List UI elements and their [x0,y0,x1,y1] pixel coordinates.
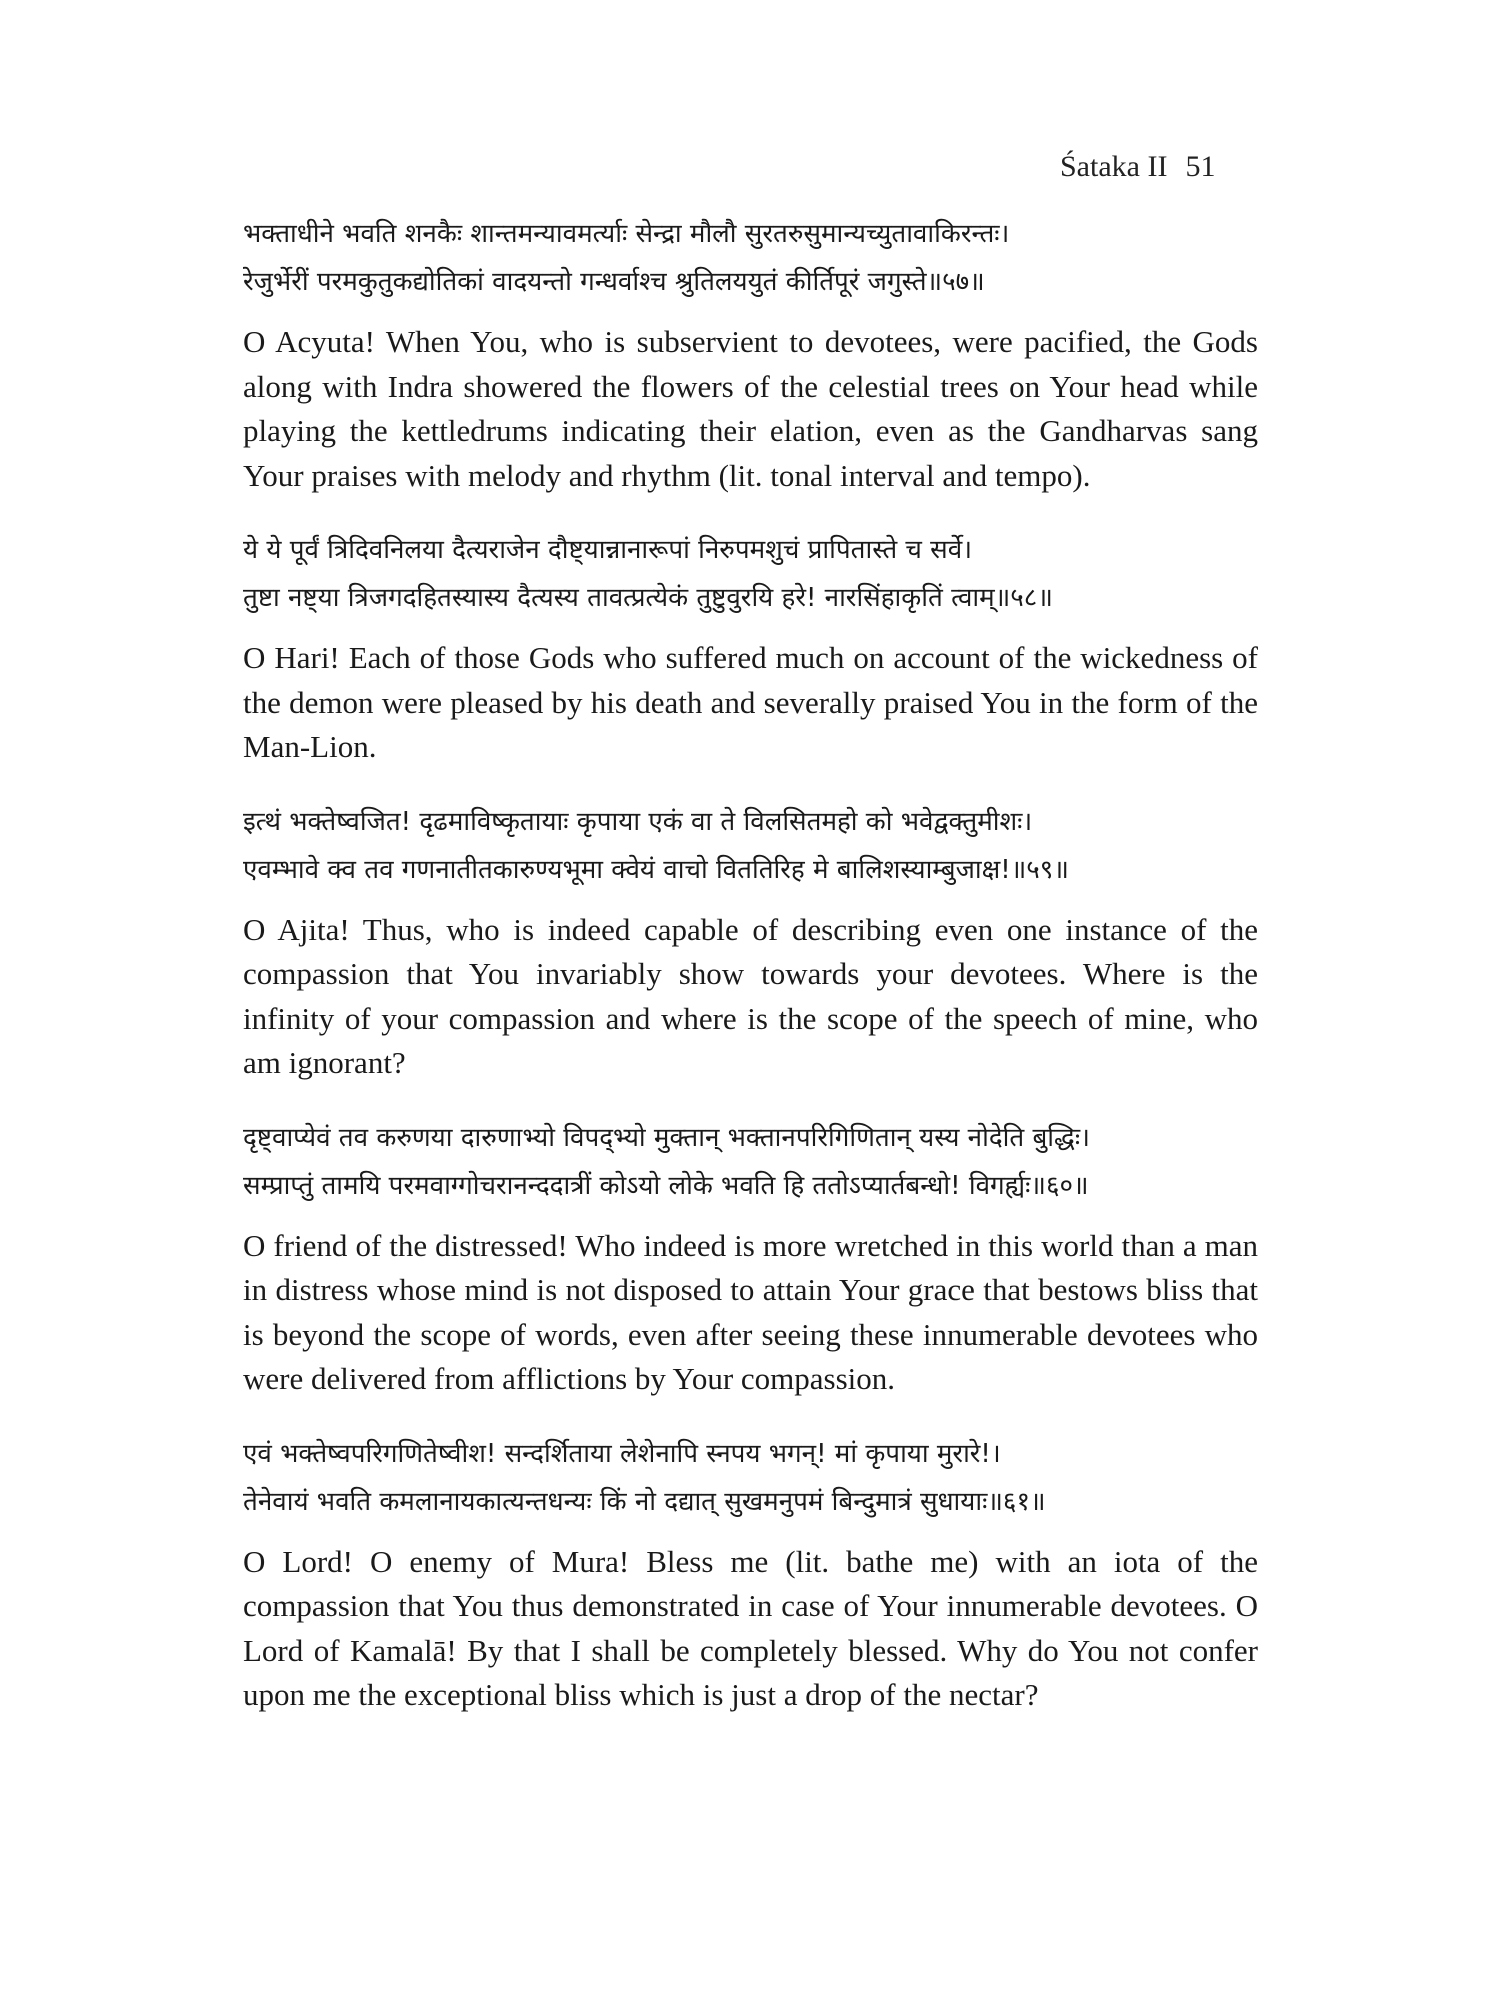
sanskrit-verse [243,798,1258,894]
verse-line: रेजुर्भेरीं परमकुतुकद्योतिकां वादयन्तो गन्धर्वाश्च श्रुतिलययुतं कीर्तिपूरं जगुस्ते॥५७॥ [243,267,985,297]
verse-line: दृष्ट्वाप्येवं तव करुणया दारुणाभ्यो विपद्भ्यो मुक्तान् भक्तानपरिगिणितान् यस्य नोदेति बुद्धिः। [243,1122,1090,1153]
verse-line: सम्प्राप्तुं तामयि परमवाग्गोचरानन्ददात्रीं कोऽयो लोके भवति हि ततोऽप्यार्तबन्धो! विगर्ह्यः॥६०॥ [243,1170,1089,1201]
page-content [243,210,1258,1746]
running-header [1060,150,1260,184]
verse-line: ये ये पूर्वं त्रिदिवनिलया दैत्यराजेन दौष्ट्यान्नानारूपां निरुपमशुचं प्रापितास्ते च सर्वे। [243,535,973,565]
translation-paragraph: O Ajita! Thus, who is indeed capable of describing even one instance of the compassion that You invariably show towards your devotees. Where is the infinity of your compassion and where is the scope of the speech of mine, who am ignorant? [243,911,1258,1080]
running-title: Śataka II [1060,150,1168,183]
verse-line: एवं भक्तेष्वपरिगणितेष्वीश! सन्दर्शिताया लेशेनापि स्नपय भगन्! मां कृपाया मुरारे!। [243,1438,1001,1469]
translation-paragraph: O Hari! Each of those Gods who suffered much on account of the wickedness of the demon were pleased by his death and severally praised You in the form of the Man-Lion. [243,640,1258,764]
translation-paragraph: O Lord! O enemy of Mura! Bless me (lit. bathe me) with an iota of the compassion that You thus demonstrated in case of Your innumerable devotees. O Lord of Kamalā! By that I shall be completely blessed. Why do You not confer upon me the exceptional bliss which is just a drop of the nectar? [243,1543,1258,1712]
verse-line: भक्ताधीने भवति शनकैः शान्तमन्यावमर्त्याः सेन्द्रा मौलौ सुरतरुसुमान्यच्युतावाकिरन्तः। [243,219,1010,249]
translation-paragraph: O friend of the distressed! Who indeed is more wretched in this world than a man in distress whose mind is not disposed to attain Your grace that bestows bliss that is beyond the scope of words, even after seeing these innumerable devotees who were delivered from afflictions by Your compassion. [243,1227,1258,1396]
sanskrit-verse [243,1430,1258,1526]
verse-line: इत्थं भक्तेष्वजित! दृढमाविष्कृतायाः कृपाया एकं वा ते विलसितमहो को भवेद्वक्तुमीशः। [243,806,1033,837]
page-number: 51 [1185,150,1216,183]
sanskrit-verse [243,1114,1258,1210]
verse-line: तुष्टा नष्ट्या त्रिजगदहितस्यास्य दैत्यस्य तावत्प्रत्येकं तुष्टुवुरयि हरे! नारसिंहाकृतिं त्वाम्॥५८॥ [243,583,1053,613]
verse-line: तेनेवायं भवति कमलानायकात्यन्तधन्यः किं नो दद्यात् सुखमनुपमं बिन्दुमात्रं सुधायाः॥६१॥ [243,1486,1046,1517]
sanskrit-verse [243,210,1258,306]
verse-line: एवम्भावे क्व तव गणनातीतकारुण्यभूमा क्वेयं वाचो विततिरिह मे बालिशस्याम्बुजाक्ष!॥५९॥ [243,854,1069,885]
sanskrit-verse [243,526,1258,622]
translation-paragraph: O Acyuta! When You, who is subservient to devotees, were pacified, the Gods along with Indra showered the flowers of the celestial trees on Your head while playing the kettledrums indicating their elation, even as the Gandharvas sang Your praises with melody and rhythm (lit. tonal interval and tempo). [243,324,1258,493]
